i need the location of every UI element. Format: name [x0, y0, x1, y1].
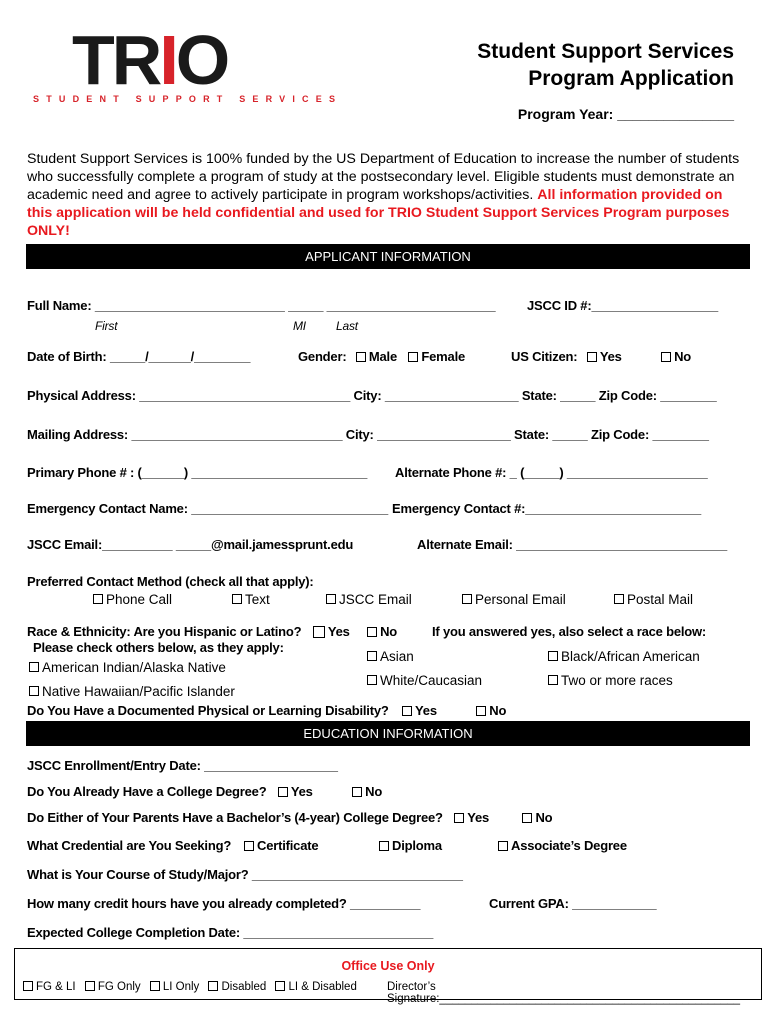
- disability-yes-checkbox[interactable]: [402, 706, 412, 716]
- degree-yes-checkbox[interactable]: [278, 787, 288, 797]
- jscc-email-field[interactable]: JSCC Email:__________ _____@mail.jamessprunt.edu: [27, 537, 354, 552]
- contact-phone-option[interactable]: [93, 592, 172, 607]
- li-only-label: LI Only: [162, 981, 200, 993]
- disability-no-label: No: [489, 703, 507, 718]
- mailing-address-field[interactable]: Mailing Address: ______________________________ City: ___________________ State: _____ Zip Code: ________: [27, 427, 709, 442]
- emergency-contact-name-field[interactable]: Emergency Contact Name: ____________________________: [27, 501, 389, 516]
- logo-text-i: I: [159, 21, 176, 99]
- white-checkbox[interactable]: [367, 675, 377, 685]
- physical-address-field[interactable]: Physical Address: ______________________________ City: ___________________ State: _____ Zip Code: ________: [27, 388, 717, 403]
- contact-personal-email-option[interactable]: [462, 592, 566, 607]
- two-or-more-label: Two or more races: [561, 673, 673, 688]
- male-label: Male: [368, 349, 397, 364]
- parents-yes-checkbox[interactable]: [454, 813, 464, 823]
- diploma-label: Diploma: [392, 838, 442, 853]
- black-checkbox[interactable]: [548, 651, 558, 661]
- credential-associates-option[interactable]: [498, 838, 627, 853]
- logo-text-tr: TR: [72, 21, 160, 99]
- hispanic-no-label: No: [380, 624, 398, 639]
- personal-email-checkbox[interactable]: [462, 594, 472, 604]
- major-field[interactable]: What is Your Course of Study/Major? ______________________________: [27, 867, 463, 882]
- degree-no-checkbox[interactable]: [352, 787, 362, 797]
- race-asian[interactable]: [367, 649, 414, 664]
- race-check-instruction: Please check others below, as they apply:: [33, 640, 284, 655]
- college-degree-question: [27, 784, 382, 799]
- emergency-contact-number-field[interactable]: Emergency Contact #:_________________________: [392, 501, 702, 516]
- office-option-fg-only[interactable]: [85, 981, 141, 993]
- postal-mail-checkbox[interactable]: [614, 594, 624, 604]
- hispanic-question: [27, 624, 397, 639]
- female-label: Female: [421, 349, 466, 364]
- parents-degree-question: [27, 810, 552, 825]
- native-hawaiian-checkbox[interactable]: [29, 686, 39, 696]
- full-name-field[interactable]: Full Name: ___________________________ _____ ________________________: [27, 298, 496, 313]
- citizen-no-label: No: [674, 349, 692, 364]
- credential-certificate-option[interactable]: [244, 838, 318, 853]
- primary-phone-field[interactable]: Primary Phone # : (______) _________________________: [27, 465, 368, 480]
- asian-checkbox[interactable]: [367, 651, 377, 661]
- hispanic-no-checkbox[interactable]: [367, 627, 377, 637]
- contact-method-label: Preferred Contact Method (check all that apply):: [27, 574, 314, 589]
- diploma-checkbox[interactable]: [379, 841, 389, 851]
- text-checkbox[interactable]: [232, 594, 242, 604]
- postal-mail-label: Postal Mail: [627, 592, 694, 607]
- contact-text-option[interactable]: [232, 592, 270, 607]
- degree-no-label: No: [365, 784, 383, 799]
- program-year-field[interactable]: Program Year: _______________: [517, 106, 734, 122]
- two-or-more-checkbox[interactable]: [548, 675, 558, 685]
- dob-field[interactable]: Date of Birth: _____/______/________: [27, 349, 251, 364]
- trio-logo: [72, 21, 228, 99]
- jscc-id-field[interactable]: JSCC ID #:__________________: [527, 298, 718, 313]
- american-indian-label: American Indian/Alaska Native: [42, 660, 226, 675]
- mi-caption: MI: [293, 319, 306, 333]
- native-hawaiian-label: Native Hawaiian/Pacific Islander: [42, 684, 235, 699]
- white-label: White/Caucasian: [380, 673, 483, 688]
- gender-group: [298, 349, 465, 364]
- intro-paragraph: [27, 150, 747, 240]
- race-white[interactable]: [367, 673, 482, 688]
- phone-call-label: Phone Call: [106, 592, 173, 607]
- contact-postal-mail-option[interactable]: [614, 592, 693, 607]
- hispanic-yes-label: Yes: [327, 624, 350, 639]
- page-title: [477, 38, 734, 92]
- parents-no-label: No: [535, 810, 553, 825]
- logo-subtitle: STUDENT SUPPORT SERVICES: [33, 94, 343, 104]
- race-two-or-more[interactable]: [548, 673, 673, 688]
- office-use-title: Office Use Only: [341, 959, 435, 973]
- logo-text-o: O: [175, 21, 228, 99]
- citizen-yes-label: Yes: [599, 349, 622, 364]
- race-native-hawaiian[interactable]: [29, 684, 235, 699]
- contact-jscc-email-option[interactable]: [326, 592, 412, 607]
- american-indian-checkbox[interactable]: [29, 662, 39, 672]
- jscc-email-checkbox[interactable]: [326, 594, 336, 604]
- alternate-phone-field[interactable]: Alternate Phone #: _ (_____) ____________________: [395, 465, 708, 480]
- intro-text: Student Support Services is 100% funded by the US Department of Education to increase the number of students who successfully complete a program of study at the postsecondary level. Eligible students must demonstrate an academic need and agree to actively participate in program workshops/activities.: [27, 151, 740, 203]
- hispanic-label: Race & Ethnicity: Are you Hispanic or Latino?: [27, 624, 302, 639]
- fg-li-label: FG & LI: [36, 981, 76, 993]
- disability-no-checkbox[interactable]: [476, 706, 486, 716]
- jscc-email-label: JSCC Email: [339, 592, 412, 607]
- hispanic-yes-checkbox[interactable]: [313, 626, 325, 638]
- li-only-checkbox[interactable]: [150, 981, 160, 991]
- certificate-label: Certificate: [257, 838, 319, 853]
- degree-yes-label: Yes: [290, 784, 313, 799]
- office-option-li-disabled[interactable]: [275, 981, 356, 993]
- asian-label: Asian: [380, 649, 414, 664]
- parents-degree-label: Do Either of Your Parents Have a Bachelor’s (4-year) College Degree?: [27, 810, 443, 825]
- male-checkbox[interactable]: [356, 352, 366, 362]
- office-option-disabled[interactable]: [208, 981, 266, 993]
- associates-checkbox[interactable]: [498, 841, 508, 851]
- office-options: [23, 981, 363, 993]
- fg-only-label: FG Only: [97, 981, 141, 993]
- enrollment-date-field[interactable]: JSCC Enrollment/Entry Date: ___________________: [27, 758, 338, 773]
- parents-no-checkbox[interactable]: [522, 813, 532, 823]
- confidential-notice: All information provided on this application will be held confidential and used for TRIO Student Support Services Program purposes ONLY!: [27, 187, 730, 239]
- title-line-1: Student Support Services: [477, 40, 734, 63]
- us-citizen-label: US Citizen:: [511, 349, 578, 364]
- female-checkbox[interactable]: [408, 352, 418, 362]
- disability-question: [27, 703, 506, 718]
- first-caption: First: [95, 319, 118, 333]
- education-section-header: EDUCATION INFORMATION: [26, 721, 750, 746]
- disabled-checkbox[interactable]: [208, 981, 218, 991]
- disabled-label: Disabled: [221, 981, 267, 993]
- fg-only-checkbox[interactable]: [85, 981, 95, 991]
- text-label: Text: [245, 592, 270, 607]
- title-line-2: Program Application: [528, 67, 734, 90]
- fg-li-checkbox[interactable]: [23, 981, 33, 991]
- office-use-box: [14, 948, 762, 1005]
- parents-yes-label: Yes: [467, 810, 490, 825]
- black-label: Black/African American: [561, 649, 700, 664]
- alternate-email-field[interactable]: Alternate Email: ______________________________: [417, 537, 728, 552]
- office-option-fg-li[interactable]: [23, 981, 76, 993]
- disability-yes-label: Yes: [415, 703, 437, 718]
- last-caption: Last: [336, 319, 358, 333]
- phone-call-checkbox[interactable]: [93, 594, 103, 604]
- race-instruction: If you answered yes, also select a race below:: [432, 624, 707, 639]
- li-disabled-label: LI & Disabled: [288, 981, 357, 993]
- office-option-li-only[interactable]: [150, 981, 199, 993]
- citizen-no-checkbox[interactable]: [661, 352, 671, 362]
- race-black[interactable]: [548, 649, 700, 664]
- credential-question: What Credential are You Seeking?: [27, 838, 232, 853]
- personal-email-label: Personal Email: [475, 592, 566, 607]
- applicant-section-header: APPLICANT INFORMATION: [26, 244, 750, 269]
- disability-label: Do You Have a Documented Physical or Learning Disability?: [27, 703, 389, 718]
- us-citizen-group: [511, 349, 691, 364]
- gender-label: Gender:: [298, 349, 347, 364]
- citizen-yes-checkbox[interactable]: [587, 352, 597, 362]
- credential-diploma-option[interactable]: [379, 838, 442, 853]
- associates-label: Associate’s Degree: [511, 838, 627, 853]
- college-degree-label: Do You Already Have a College Degree?: [27, 784, 267, 799]
- director-signature-field[interactable]: Director’s Signature:_______________________________________________: [387, 981, 741, 1005]
- credit-hours-field[interactable]: How many credit hours have you already completed? __________: [27, 896, 421, 911]
- completion-date-field[interactable]: Expected College Completion Date: ___________________________: [27, 925, 434, 940]
- current-gpa-field[interactable]: Current GPA: ____________: [489, 896, 657, 911]
- li-disabled-checkbox[interactable]: [275, 981, 285, 991]
- race-american-indian[interactable]: [29, 660, 226, 675]
- certificate-checkbox[interactable]: [244, 841, 254, 851]
